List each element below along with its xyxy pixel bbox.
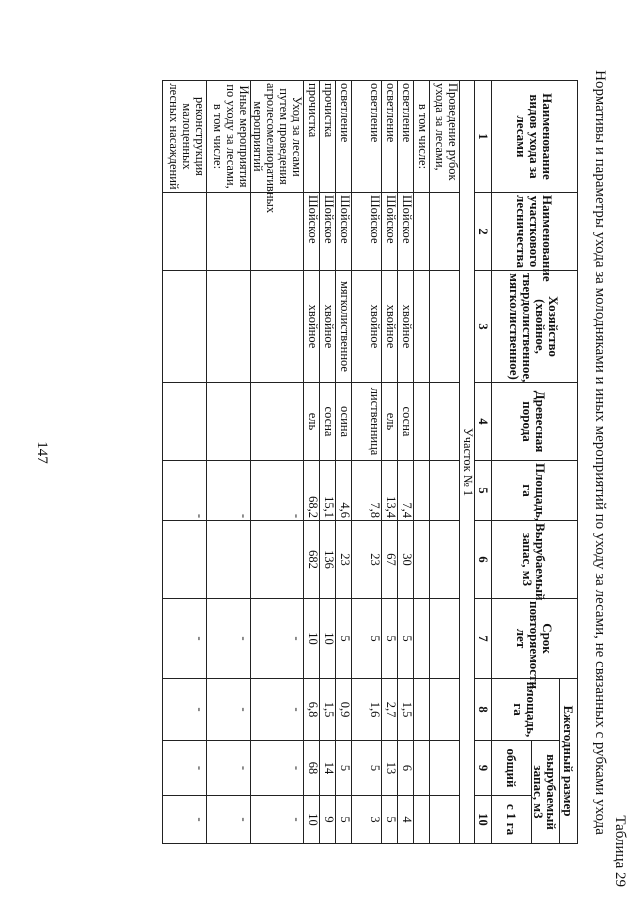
table-cell-col1: Проведение рубок ухода за лесами, [430,81,460,193]
table-cell-col6: 682 [304,521,320,599]
table-cell-col10: 10 [304,796,320,844]
table-cell-col4: ель [304,383,320,461]
table-cell-col10 [430,796,460,844]
header-col4: Древесная порода [492,383,578,461]
table-cell-col9: - [207,741,251,796]
table-cell-col8: - [251,679,304,741]
table-cell-col7: 5 [382,599,398,679]
table-cell-col1: прочистка [304,81,320,193]
table-cell-col8: 1,5 [398,679,414,741]
table-cell-col7 [414,599,430,679]
table-cell-col7: 5 [336,599,352,679]
table-cell-col2 [207,193,251,271]
header-per-ha: с 1 га [492,796,532,844]
table-cell-col10: 3 [352,796,382,844]
table-cell-col10: 5 [336,796,352,844]
table-cell-col2 [430,193,460,271]
table-cell-col3: хвойное [304,271,320,383]
table-cell-col5: - [207,461,251,521]
table-cell-col5: - [251,461,304,521]
column-number: 6 [475,521,492,599]
table-cell-col3: мягколиственное [336,271,352,383]
table-cell-col5: 4,6 [336,461,352,521]
table-cell-col2: Шойское [304,193,320,271]
table-cell-col8: 2,7 [382,679,398,741]
table-cell-col10: 4 [398,796,414,844]
table-cell-col9: - [251,741,304,796]
table-cell-col8: - [163,679,207,741]
column-number: 1 [475,81,492,193]
table-cell-col7: 5 [352,599,382,679]
table-cell-col1: осветление [398,81,414,193]
column-number: 2 [475,193,492,271]
table-cell-col3 [163,271,207,383]
header-col6: Вырубаемый запас, м3 [492,521,578,599]
table-cell-col5: 7,8 [352,461,382,521]
table-row [382,81,398,844]
table-cell-col8: 1,6 [352,679,382,741]
header-col5: Площадь, га [492,461,578,521]
table-cell-col3 [251,271,304,383]
column-number: 4 [475,383,492,461]
table-cell-col2: Шойское [398,193,414,271]
table-cell-col4 [163,383,207,461]
table-cell-col5 [430,461,460,521]
table-cell-col8: - [207,679,251,741]
table-cell-col3 [207,271,251,383]
table-cell-col1: реконструкция малоценных лесных насаждений [163,81,207,193]
table-cell-col2 [414,193,430,271]
header-annual: Ежегодный размер [560,679,578,844]
header-volume: вырубаемый запас, м3 [532,741,560,844]
table-cell-col5: 13,4 [382,461,398,521]
table-row [414,81,430,844]
table-cell-col5: - [163,461,207,521]
table-row [336,81,352,844]
table-cell-col4: ель [382,383,398,461]
table-cell-col4: сосна [320,383,336,461]
table-cell-col6: 23 [336,521,352,599]
table-cell-col5: 15,1 [320,461,336,521]
table-row [163,81,207,844]
table-cell-col8: 1,5 [320,679,336,741]
table-cell-col10 [414,796,430,844]
table-cell-col6: 23 [352,521,382,599]
table-cell-col1: осветление [336,81,352,193]
column-number: 8 [475,679,492,741]
header-col1: Наименование видов ухода за лесами [492,81,578,193]
column-number: 9 [475,741,492,796]
table-cell-col4: лиственница [352,383,382,461]
header-col2: Наименование участкового лесничества [492,193,578,271]
header-col7: Срок повторяемости, лет [492,599,578,679]
table-cell-col7: 10 [320,599,336,679]
norms-table [162,80,578,844]
header-total: общий [492,741,532,796]
table-cell-col5: 7,4 [398,461,414,521]
table-title: Нормативы и параметры ухода за молодняками и иных мероприятий по уходу за лесами, не связанных с рубками ухода [592,70,608,835]
table-cell-col10: 9 [320,796,336,844]
table-cell-col9: 68 [304,741,320,796]
section-row [460,81,475,844]
header-area: площадь, га [492,679,560,741]
table-row [320,81,336,844]
table-cell-col8: 6,8 [304,679,320,741]
table-row [207,81,251,844]
table-cell-col6: 136 [320,521,336,599]
table-cell-col7: 5 [398,599,414,679]
table-cell-col3: хвойное [320,271,336,383]
table-row [352,81,382,844]
table-cell-col7 [430,599,460,679]
table-cell-col4 [414,383,430,461]
column-number: 3 [475,271,492,383]
table-cell-col3 [430,271,460,383]
table-row [304,81,320,844]
table-cell-col6 [414,521,430,599]
table-row [430,81,460,844]
table-cell-col3: хвойное [352,271,382,383]
table-cell-col10: - [251,796,304,844]
table-cell-col7: - [163,599,207,679]
table-cell-col2: Шойское [336,193,352,271]
table-cell-col4 [251,383,304,461]
table-cell-col9: 6 [398,741,414,796]
column-number: 10 [475,796,492,844]
table-cell-col6 [163,521,207,599]
column-number: 5 [475,461,492,521]
table-cell-col5: 68,2 [304,461,320,521]
table-cell-col2: Шойское [352,193,382,271]
table-cell-col4 [430,383,460,461]
table-cell-col1: в том числе: [414,81,430,193]
table-cell-col6: 67 [382,521,398,599]
table-cell-col2 [163,193,207,271]
table-cell-col1: Уход за лесами путем проведения агролесомелиоративных мероприятий [251,81,304,193]
table-cell-col2: Шойское [320,193,336,271]
table-cell-col7: 10 [304,599,320,679]
table-cell-col3 [414,271,430,383]
table-label: Таблица 29 [612,815,628,887]
table-cell-col9: 14 [320,741,336,796]
table-cell-col9: 5 [336,741,352,796]
table-cell-col6 [207,521,251,599]
table-cell-col4: осина [336,383,352,461]
table-cell-col4 [207,383,251,461]
table-cell-col8 [414,679,430,741]
table-cell-col10: 5 [382,796,398,844]
table-cell-col6 [251,521,304,599]
page-number: 147 [34,441,50,464]
table-cell-col10: - [207,796,251,844]
table-row [251,81,304,844]
table-cell-col10: - [163,796,207,844]
column-number-row [475,81,492,844]
table-cell-col9 [430,741,460,796]
header-col3: Хозяйство (хвойное, твердолиственное, мягколиственное) [492,271,578,383]
table-cell-col4: сосна [398,383,414,461]
table-cell-col5 [414,461,430,521]
table-cell-col6 [430,521,460,599]
table-cell-col8: 0,9 [336,679,352,741]
section-label: Участок № 1 [460,81,475,844]
table-cell-col3: хвойное [398,271,414,383]
table-cell-col9 [414,741,430,796]
table-row [398,81,414,844]
table-cell-col6: 30 [398,521,414,599]
column-number: 7 [475,599,492,679]
table-cell-col1: осветление [352,81,382,193]
table-cell-col9: - [163,741,207,796]
table-cell-col7: - [251,599,304,679]
table-cell-col9: 5 [352,741,382,796]
table-cell-col1: осветление [382,81,398,193]
table-cell-col2: Шойское [382,193,398,271]
table-cell-col1: прочистка [320,81,336,193]
table-cell-col1: Иные мероприятия по уходу за лесами, в том числе: [207,81,251,193]
table-cell-col7: - [207,599,251,679]
table-cell-col9: 13 [382,741,398,796]
table-cell-col3: хвойное [382,271,398,383]
table-cell-col8 [430,679,460,741]
